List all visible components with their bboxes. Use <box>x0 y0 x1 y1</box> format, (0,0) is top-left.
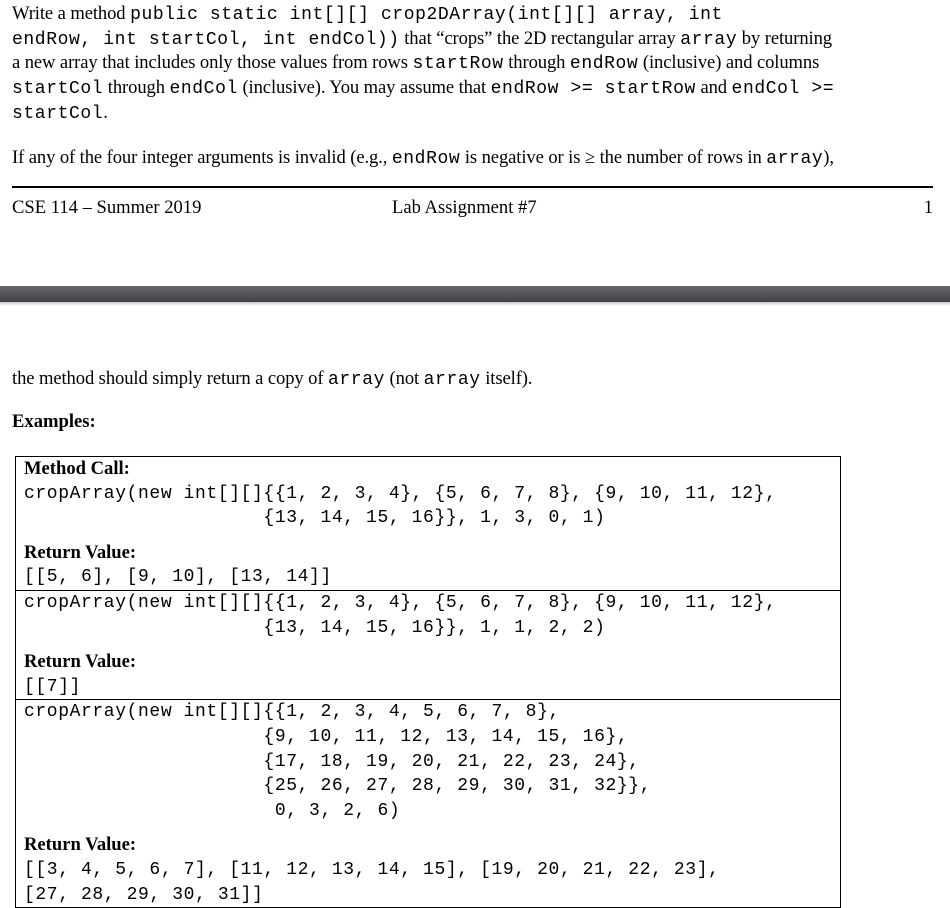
intro-text: through <box>503 52 570 73</box>
continuation-text <box>12 367 532 393</box>
intro-line-4 <box>12 76 834 102</box>
method-call-code: {17, 18, 19, 20, 21, 22, 23, 24}, <box>24 751 640 772</box>
footer-course: CSE 114 – Summer 2019 <box>12 197 202 218</box>
continuation-part: the method should simply return a copy of <box>12 368 328 389</box>
inline-code: startRow <box>412 54 504 74</box>
intro-text: a new array that includes only those values from rows <box>12 52 413 73</box>
inline-code: array <box>680 30 738 50</box>
intro-text: Write a method <box>12 3 131 24</box>
return-value-label: Return Value: <box>24 651 137 673</box>
method-call-code: cropArray(new int[][]{{1, 2, 3, 4}, {5, 6, 7, 8}, {9, 10, 11, 12}, <box>24 483 777 504</box>
intro-text: If any of the four integer arguments is invalid (e.g., <box>12 147 392 168</box>
continuation-part: itself). <box>480 368 533 389</box>
intro-line-1 <box>12 2 723 28</box>
method-call-code: {9, 10, 11, 12, 13, 14, 15, 16}, <box>24 726 629 747</box>
intro-text: ), <box>823 147 834 168</box>
return-value-code: [[5, 6], [9, 10], [13, 14]] <box>24 567 332 588</box>
inline-code: startCol <box>12 104 104 124</box>
page-break-separator <box>0 286 950 302</box>
examples-table <box>15 456 841 908</box>
page-break-shadow <box>0 302 950 306</box>
footer-assignment: Lab Assignment #7 <box>392 197 537 218</box>
method-call-code: 0, 3, 2, 6) <box>24 800 401 821</box>
inline-code: endCol <box>169 79 238 99</box>
inline-code: endCol >= <box>731 79 835 99</box>
inline-code: array <box>423 370 481 390</box>
inline-code: startCol <box>12 79 104 99</box>
inline-code: endRow <box>569 54 639 74</box>
return-value-code: [[7]] <box>24 676 82 697</box>
intro-line-3 <box>12 51 819 77</box>
inline-code: array <box>766 149 824 169</box>
intro-line-6 <box>12 146 834 172</box>
intro-text: (inclusive) and columns <box>638 52 820 73</box>
footer-page-number: 1 <box>923 197 933 218</box>
intro-line-5 <box>12 101 108 127</box>
method-call-code: {13, 14, 15, 16}}, 1, 1, 2, 2) <box>24 617 606 638</box>
inline-code: endRow >= startRow <box>490 79 696 99</box>
examples-heading: Examples: <box>12 411 96 432</box>
method-call-code: cropArray(new int[][]{{1, 2, 3, 4, 5, 6, 7, 8}, <box>24 702 560 723</box>
intro-text: by returning <box>737 28 832 49</box>
return-value-code: [[3, 4, 5, 6, 7], [11, 12, 13, 14, 15], [19, 20, 21, 22, 23], <box>24 859 720 880</box>
method-call-label: Method Call: <box>24 458 130 479</box>
intro-text: . <box>103 102 108 123</box>
continuation-part: (not <box>385 368 424 389</box>
intro-text: (inclusive). You may assume that <box>237 77 491 98</box>
intro-text: is negative or is ≥ the number of rows in <box>460 147 767 168</box>
example-row-2 <box>16 591 840 700</box>
intro-line-2 <box>12 27 832 53</box>
method-signature-code: public static int[][] crop2DArray(int[][] array, int <box>130 5 723 25</box>
return-value-label: Return Value: <box>24 834 137 856</box>
method-call-code: {25, 26, 27, 28, 29, 30, 31, 32}}, <box>24 776 652 797</box>
return-value-label: Return Value: <box>24 541 137 563</box>
method-call-code: {13, 14, 15, 16}}, 1, 3, 0, 1) <box>24 508 606 529</box>
intro-text: through <box>103 77 170 98</box>
method-signature-code: endRow, int startCol, int endCol)) <box>12 30 400 50</box>
example-row-3 <box>16 700 840 908</box>
return-value-code: [27, 28, 29, 30, 31]] <box>24 884 264 905</box>
page-footer <box>12 197 933 221</box>
inline-code: endRow <box>391 149 461 169</box>
intro-text: that “crops” the 2D rectangular array <box>399 28 681 49</box>
example-row-1 <box>16 457 840 591</box>
intro-text: and <box>695 77 732 98</box>
inline-code: array <box>327 370 385 390</box>
footer-rule <box>12 186 933 188</box>
method-call-code: cropArray(new int[][]{{1, 2, 3, 4}, {5, 6, 7, 8}, {9, 10, 11, 12}, <box>24 592 777 613</box>
